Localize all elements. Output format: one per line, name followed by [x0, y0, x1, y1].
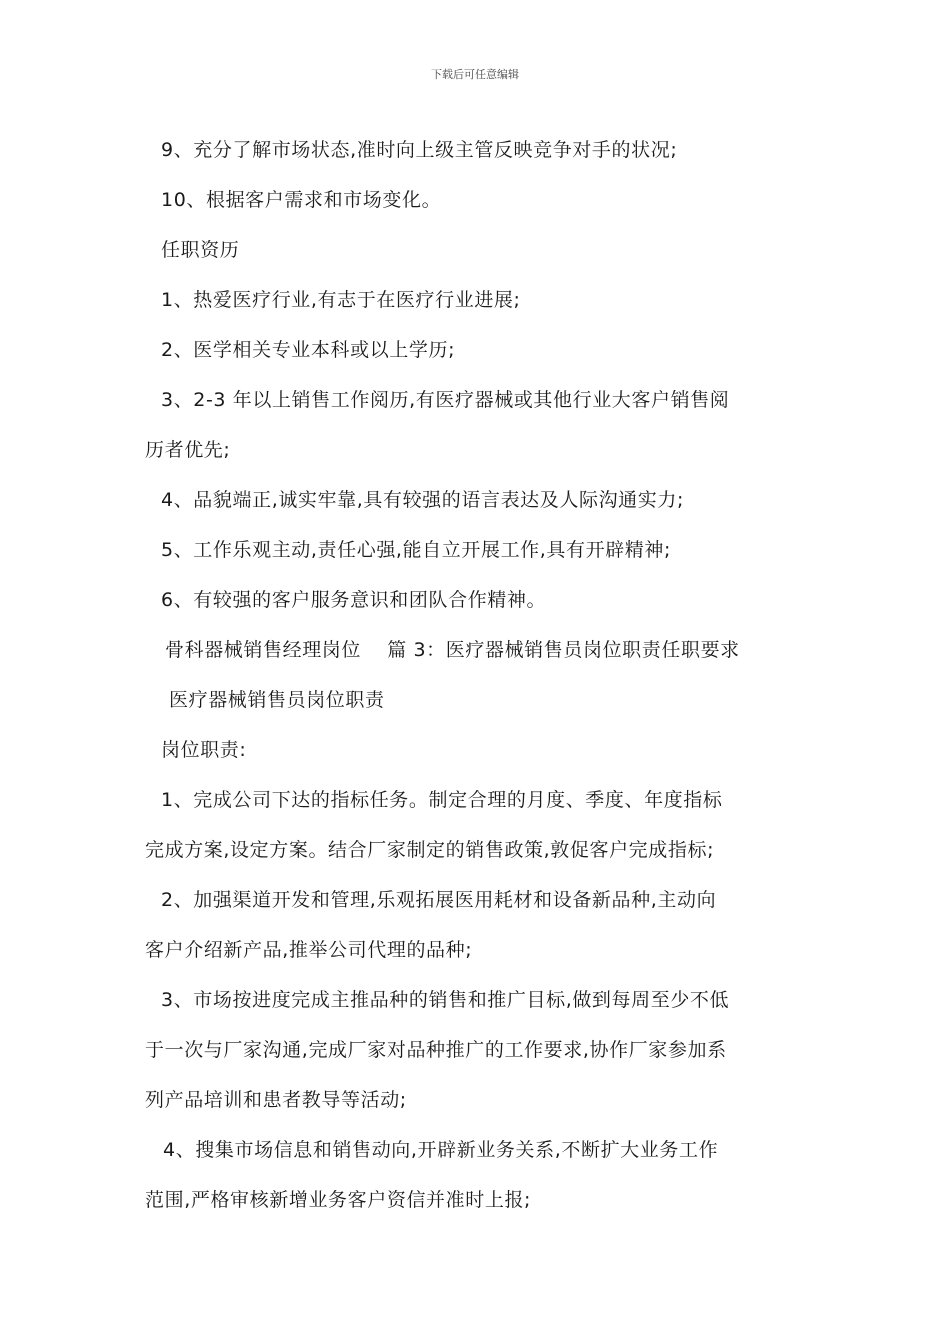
text-line: 2、加强渠道开发和管理,乐观拓展医用耗材和设备新品种,主动向 [161, 889, 717, 911]
text-line: 10、根据客户需求和市场变化。 [161, 189, 442, 211]
text-line: 4、品貌端正,诚实牢靠,具有较强的语言表达及人际沟通实力; [161, 489, 684, 511]
text-line: 历者优先; [145, 439, 231, 461]
text-line: 客户介绍新产品,推举公司代理的品种; [145, 939, 473, 961]
section-subheading: 医疗器械销售员岗位职责 [169, 689, 385, 711]
text-line: 3、市场按进度完成主推品种的销售和推广目标,做到每周至少不低 [161, 989, 730, 1011]
text-line: 9、充分了解市场状态,准时向上级主管反映竞争对手的状况; [161, 139, 678, 161]
text-line: 1、完成公司下达的指标任务。制定合理的月度、季度、年度指标 [161, 789, 723, 811]
text-line: 3、2-3 年以上销售工作阅历,有医疗器械或其他行业大客户销售阅 [161, 389, 730, 411]
section-heading: 骨科器械销售经理岗位 篇 3：医疗器械销售员岗位职责任职要求 [165, 639, 740, 661]
text-line: 1、热爱医疗行业,有志于在医疗行业进展; [161, 289, 521, 311]
text-line: 完成方案,设定方案。结合厂家制定的销售政策,敦促客户完成指标; [145, 839, 715, 861]
text-line: 2、医学相关专业本科或以上学历; [161, 339, 456, 361]
text-line: 范围,严格审核新增业务客户资信并准时上报; [145, 1189, 532, 1211]
text-line: 列产品培训和患者教导等活动; [145, 1089, 407, 1111]
page-header: 下载后可任意编辑 [431, 68, 519, 81]
text-line: 岗位职责: [161, 739, 247, 761]
text-line: 任职资历 [161, 239, 240, 261]
text-line: 4、搜集市场信息和销售动向,开辟新业务关系,不断扩大业务工作 [163, 1139, 719, 1161]
text-line: 6、有较强的客户服务意识和团队合作精神。 [161, 589, 547, 611]
text-line: 5、工作乐观主动,责任心强,能自立开展工作,具有开辟精神; [161, 539, 672, 561]
text-line: 于一次与厂家沟通,完成厂家对品种推广的工作要求,协作厂家参加系 [145, 1039, 727, 1061]
